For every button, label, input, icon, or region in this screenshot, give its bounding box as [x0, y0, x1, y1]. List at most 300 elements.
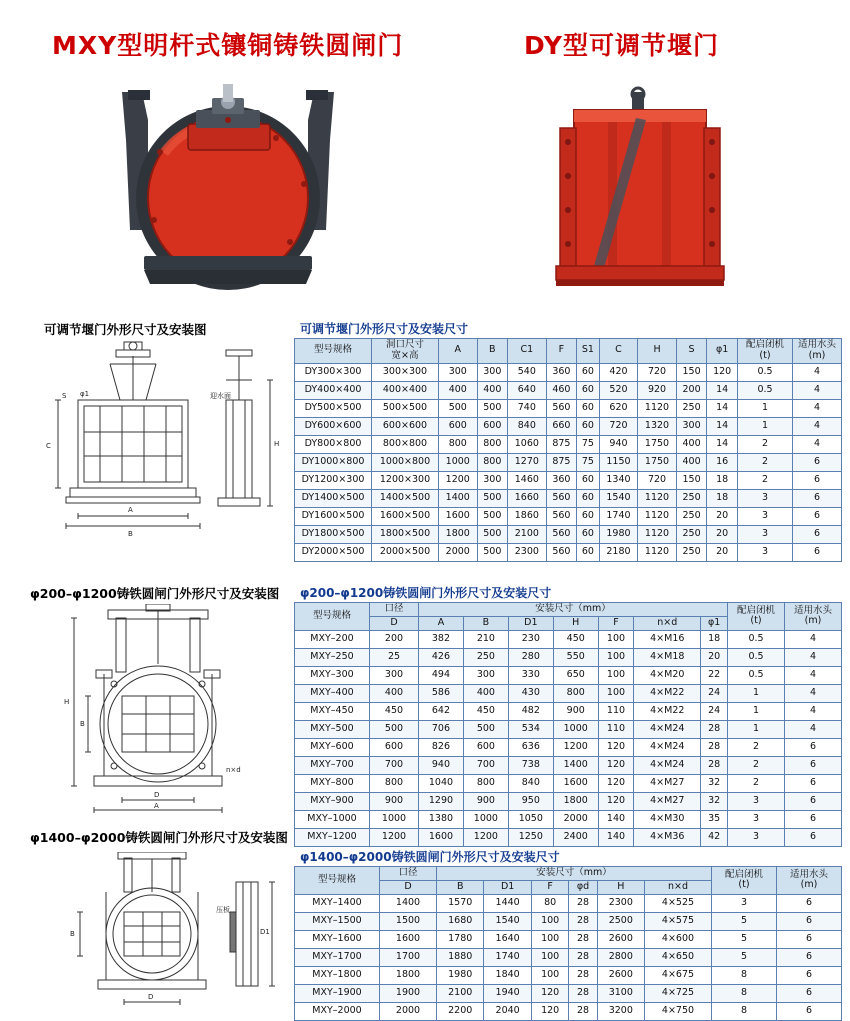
cell-value: 150 [676, 471, 707, 489]
cell-value: 1060 [508, 435, 547, 453]
cell-value: 2 [728, 756, 785, 774]
cell-value: 2 [728, 774, 785, 792]
cell-value: 560 [546, 543, 577, 561]
cell-value: 1040 [419, 774, 464, 792]
cell-value: 4×M27 [634, 774, 701, 792]
cell-value: 28 [569, 912, 597, 930]
cell-value: 80 [531, 894, 569, 912]
cell-value: 2000 [439, 543, 478, 561]
cell-value: 560 [546, 489, 577, 507]
cell-value: 1 [728, 684, 785, 702]
cell-value: 360 [546, 471, 577, 489]
cell-value: 120 [598, 756, 634, 774]
cell-value: 400 [370, 684, 419, 702]
cell-value: 6 [793, 507, 842, 525]
th-phi1: φ1 [701, 616, 728, 630]
cell-value: 14 [707, 381, 738, 399]
cell-value: 0.5 [728, 648, 785, 666]
table-mxy-large-header-row1 [295, 867, 842, 881]
cell-value: 2800 [597, 948, 644, 966]
cell-model: MXY–450 [295, 702, 370, 720]
svg-text:A: A [154, 802, 159, 810]
svg-text:D1: D1 [260, 928, 270, 936]
cell-value: 1600×500 [372, 507, 439, 525]
cell-value: 4×M36 [634, 828, 701, 846]
cell-value: 1320 [638, 417, 677, 435]
cell-value: 330 [508, 666, 553, 684]
cell-value: 2600 [597, 930, 644, 948]
table-row [295, 966, 842, 984]
th-f: F [546, 339, 577, 364]
cell-value: 300×300 [372, 363, 439, 381]
cell-value: 520 [599, 381, 638, 399]
cell-value: 18 [707, 489, 738, 507]
cell-value: 32 [701, 774, 728, 792]
table-mxy-small-header-row1 [295, 603, 842, 617]
cell-value: 382 [419, 630, 464, 648]
cell-value: 28 [569, 1002, 597, 1020]
cell-value: 460 [546, 381, 577, 399]
cell-value: 6 [793, 489, 842, 507]
cell-value: 2040 [484, 1002, 531, 1020]
svg-text:B: B [70, 930, 75, 938]
cell-value: 600 [477, 417, 508, 435]
cell-model: MXY–1800 [295, 966, 380, 984]
cell-value: 1800×500 [372, 525, 439, 543]
th-h: H [638, 339, 677, 364]
th-phid: φd [569, 880, 597, 894]
cell-model: DY500×500 [295, 399, 372, 417]
cell-value: 110 [598, 720, 634, 738]
th-drive-l2: (t) [750, 615, 762, 627]
cell-value: 280 [508, 648, 553, 666]
cell-value: 1150 [599, 453, 638, 471]
cell-model: MXY–1600 [295, 930, 380, 948]
cell-model: MXY–1900 [295, 984, 380, 1002]
cell-value: 900 [463, 792, 508, 810]
th-f: F [598, 616, 634, 630]
cell-value: 426 [419, 648, 464, 666]
cell-value: 875 [546, 435, 577, 453]
cell-value: 1700 [380, 948, 437, 966]
cell-value: 600 [439, 417, 478, 435]
th-bore-d: D [380, 880, 437, 894]
cell-value: 420 [599, 363, 638, 381]
cell-value: 1200×300 [372, 471, 439, 489]
product-photo-mxy-gate [100, 80, 350, 295]
cell-value: 1800 [439, 525, 478, 543]
cell-value: 0.5 [728, 630, 785, 648]
cell-value: 400 [676, 453, 707, 471]
cell-value: 1500 [380, 912, 437, 930]
th-b: B [437, 880, 484, 894]
cell-value: 6 [793, 453, 842, 471]
cell-value: 2 [738, 435, 793, 453]
th-a: A [419, 616, 464, 630]
cell-value: 500 [463, 720, 508, 738]
cell-value: 4 [793, 435, 842, 453]
cell-value: 1800 [553, 792, 598, 810]
cell-model: DY2000×500 [295, 543, 372, 561]
cell-value: 1400 [553, 756, 598, 774]
th-model: 型号规格 [295, 867, 380, 895]
cell-value: 2 [728, 738, 785, 756]
titles-row [0, 26, 850, 68]
svg-text:A: A [128, 506, 133, 514]
cell-value: 2000 [380, 1002, 437, 1020]
cell-value: 60 [577, 381, 600, 399]
cell-value: 800 [553, 684, 598, 702]
drawing-mxy-small-gate [50, 604, 280, 818]
cell-model: MXY–200 [295, 630, 370, 648]
cell-value: 2 [738, 453, 793, 471]
cell-value: 1 [728, 702, 785, 720]
svg-text:C: C [46, 442, 51, 450]
cell-value: 1200 [370, 828, 419, 846]
product-photo-dy-weir-gate [520, 80, 755, 295]
table-row [295, 984, 842, 1002]
th-s: S [676, 339, 707, 364]
cell-value: 4×M20 [634, 666, 701, 684]
cell-value: 642 [419, 702, 464, 720]
cell-value: 940 [599, 435, 638, 453]
cell-value: 4 [793, 381, 842, 399]
cell-value: 100 [598, 684, 634, 702]
drawing-mxy-large-gate [50, 852, 280, 1016]
cell-value: 4×675 [645, 966, 712, 984]
cell-value: 1000 [553, 720, 598, 738]
cell-value: 1440 [484, 894, 531, 912]
cell-value: 1200 [463, 828, 508, 846]
cell-value: 20 [707, 525, 738, 543]
cell-value: 1120 [638, 489, 677, 507]
cell-value: 550 [553, 648, 598, 666]
cell-value: 60 [577, 399, 600, 417]
cell-value: 100 [531, 930, 569, 948]
svg-text:B: B [80, 720, 85, 728]
cell-value: 1290 [419, 792, 464, 810]
table-row [295, 774, 842, 792]
cell-value: 4 [785, 684, 842, 702]
cell-model: DY400×400 [295, 381, 372, 399]
cell-value: 640 [508, 381, 547, 399]
cell-value: 3 [738, 543, 793, 561]
cell-value: 2600 [597, 966, 644, 984]
cell-value: 140 [598, 810, 634, 828]
table-row [295, 1002, 842, 1020]
table-row [295, 756, 842, 774]
cell-value: 300 [463, 666, 508, 684]
table-row [295, 720, 842, 738]
table-dy-head [295, 339, 842, 364]
cell-value: 100 [531, 966, 569, 984]
cell-value: 1 [728, 720, 785, 738]
cell-value: 1680 [437, 912, 484, 930]
cell-model: DY800×800 [295, 435, 372, 453]
table-row [295, 453, 842, 471]
cell-value: 1400 [439, 489, 478, 507]
cell-value: 400 [463, 684, 508, 702]
cell-value: 3200 [597, 1002, 644, 1020]
cell-value: 250 [676, 525, 707, 543]
th-model: 型号规格 [295, 339, 372, 364]
cell-value: 840 [508, 774, 553, 792]
th-head-l1: 适用水头 [797, 339, 836, 350]
cell-value: 4×M18 [634, 648, 701, 666]
cell-value: 230 [508, 630, 553, 648]
cell-value: 1200 [553, 738, 598, 756]
cell-value: 100 [598, 630, 634, 648]
th-drive-l2: (t) [759, 349, 771, 361]
cell-model: DY1600×500 [295, 507, 372, 525]
svg-text:H: H [64, 698, 70, 706]
cell-value: 5 [712, 948, 777, 966]
cell-value: 740 [508, 399, 547, 417]
table-row [295, 381, 842, 399]
table-dy-dimensions [294, 338, 842, 562]
cell-value: 700 [370, 756, 419, 774]
cell-value: 826 [419, 738, 464, 756]
cell-value: 60 [577, 471, 600, 489]
cell-value: 2180 [599, 543, 638, 561]
cell-value: 1980 [437, 966, 484, 984]
cell-value: 586 [419, 684, 464, 702]
cell-value: 1400×500 [372, 489, 439, 507]
cell-value: 4×M22 [634, 702, 701, 720]
cell-value: 2300 [597, 894, 644, 912]
cell-value: 14 [707, 399, 738, 417]
th-bore-d: D [370, 616, 419, 630]
cell-value: 28 [569, 966, 597, 984]
cell-value: 8 [712, 1002, 777, 1020]
th-drive-l1: 配启闭机 [745, 339, 784, 350]
cell-value: 6 [785, 738, 842, 756]
section-label-mxy-large-drawing: φ1400–φ2000铸铁圆闸门外形尺寸及安装图 [30, 830, 288, 845]
table-mxy-large-head [295, 867, 842, 895]
cell-value: 500 [477, 507, 508, 525]
cell-value: 300 [439, 363, 478, 381]
cell-value: 1000 [463, 810, 508, 828]
cell-value: 60 [577, 489, 600, 507]
cell-value: 120 [707, 363, 738, 381]
th-install-dims: 安装尺寸（mm） [419, 603, 728, 617]
cell-value: 4×525 [645, 894, 712, 912]
cell-value: 706 [419, 720, 464, 738]
svg-text:n×d: n×d [226, 766, 241, 774]
cell-value: 100 [531, 912, 569, 930]
cell-value: 1740 [599, 507, 638, 525]
cell-model: MXY–1400 [295, 894, 380, 912]
table-row [295, 666, 842, 684]
th-b: B [463, 616, 508, 630]
cell-value: 800×800 [372, 435, 439, 453]
cell-value: 24 [701, 684, 728, 702]
svg-text:S: S [62, 392, 67, 400]
cell-value: 650 [553, 666, 598, 684]
cell-value: 1000 [370, 810, 419, 828]
th-c1: C1 [508, 339, 547, 364]
th-f: F [531, 880, 569, 894]
th-h: H [597, 880, 644, 894]
cell-value: 800 [477, 453, 508, 471]
cell-value: 6 [785, 774, 842, 792]
cell-value: 3 [738, 525, 793, 543]
cell-model: DY600×600 [295, 417, 372, 435]
cell-value: 940 [419, 756, 464, 774]
cell-value: 500 [477, 543, 508, 561]
page-title-right: DY型可调节堰门 [524, 31, 720, 60]
table-mxy-large-body [295, 894, 842, 1020]
cell-value: 4 [785, 720, 842, 738]
table-row [295, 399, 842, 417]
cell-model: MXY–800 [295, 774, 370, 792]
cell-value: 2200 [437, 1002, 484, 1020]
cell-value: 1660 [508, 489, 547, 507]
page-title-left: MXY型明杆式镶铜铸铁圆闸门 [52, 31, 404, 60]
cell-value: 6 [777, 966, 842, 984]
th-head [785, 603, 842, 631]
cell-value: 840 [508, 417, 547, 435]
cell-value: 1860 [508, 507, 547, 525]
cell-value: 14 [707, 417, 738, 435]
cell-value: 250 [676, 489, 707, 507]
cell-value: 1600 [380, 930, 437, 948]
th-bore: 口径 [380, 867, 437, 881]
svg-text:D: D [148, 993, 154, 1001]
th-d1: D1 [484, 880, 531, 894]
cell-value: 6 [785, 756, 842, 774]
cell-value: 1380 [419, 810, 464, 828]
cell-value: 1 [738, 399, 793, 417]
cell-value: 4 [793, 363, 842, 381]
cell-value: 494 [419, 666, 464, 684]
cell-value: 1640 [484, 930, 531, 948]
cell-value: 2100 [508, 525, 547, 543]
cell-model: MXY–900 [295, 792, 370, 810]
cell-value: 4×M22 [634, 684, 701, 702]
cell-value: 250 [676, 507, 707, 525]
section-label-dy-drawing: 可调节堰门外形尺寸及安装图 [44, 322, 207, 337]
cell-value: 0.5 [728, 666, 785, 684]
cell-value: 4×600 [645, 930, 712, 948]
th-head [777, 867, 842, 895]
cell-value: 1200 [439, 471, 478, 489]
th-head-l2: (m) [800, 879, 818, 891]
cell-value: 1880 [437, 948, 484, 966]
cell-value: 110 [598, 702, 634, 720]
cell-model: MXY–500 [295, 720, 370, 738]
cell-value: 28 [701, 738, 728, 756]
cell-value: 720 [599, 417, 638, 435]
cell-value: 3 [728, 810, 785, 828]
cell-value: 8 [712, 966, 777, 984]
cell-value: 1740 [484, 948, 531, 966]
cell-value: 250 [676, 543, 707, 561]
cell-value: 28 [701, 756, 728, 774]
cell-value: 360 [546, 363, 577, 381]
table-dy-header-row [295, 339, 842, 364]
cell-value: 4×M27 [634, 792, 701, 810]
cell-value: 4×575 [645, 912, 712, 930]
cell-value: 60 [577, 525, 600, 543]
cell-value: 3 [728, 828, 785, 846]
cell-value: 28 [701, 720, 728, 738]
cell-value: 100 [531, 948, 569, 966]
cell-value: 6 [785, 828, 842, 846]
cell-value: 600 [463, 738, 508, 756]
th-hole-size-l1: 洞口尺寸 [385, 339, 424, 350]
table-dy-body [295, 363, 842, 561]
table-row [295, 630, 842, 648]
cell-value: 32 [701, 792, 728, 810]
cell-value: 4×725 [645, 984, 712, 1002]
cell-value: 1120 [638, 399, 677, 417]
cell-value: 700 [463, 756, 508, 774]
cell-value: 2400 [553, 828, 598, 846]
cell-value: 210 [463, 630, 508, 648]
th-drive-l1: 配启闭机 [736, 604, 775, 616]
table-row [295, 648, 842, 666]
cell-value: 4 [785, 648, 842, 666]
th-drive-l2: (t) [738, 879, 750, 891]
cell-value: 100 [598, 666, 634, 684]
cell-value: 500 [477, 525, 508, 543]
table-mxy-small-body [295, 630, 842, 846]
table-row [295, 471, 842, 489]
cell-value: 482 [508, 702, 553, 720]
th-head-l2: (m) [804, 615, 822, 627]
cell-value: 1980 [599, 525, 638, 543]
cell-value: 1600 [553, 774, 598, 792]
cell-value: 400×400 [372, 381, 439, 399]
cell-value: 560 [546, 525, 577, 543]
cell-value: 1340 [599, 471, 638, 489]
cell-value: 6 [777, 894, 842, 912]
cell-value: 0.5 [738, 363, 793, 381]
cell-value: 1840 [484, 966, 531, 984]
table-row [295, 525, 842, 543]
cell-value: 4×M30 [634, 810, 701, 828]
cell-value: 60 [577, 363, 600, 381]
cell-value: 200 [676, 381, 707, 399]
cell-value: 1750 [638, 435, 677, 453]
cell-value: 4×M24 [634, 738, 701, 756]
svg-text:D: D [154, 791, 160, 799]
cell-model: DY1800×500 [295, 525, 372, 543]
cell-value: 738 [508, 756, 553, 774]
cell-value: 900 [370, 792, 419, 810]
th-hole-size-l2: 宽×高 [391, 349, 419, 361]
table-row [295, 417, 842, 435]
cell-value: 430 [508, 684, 553, 702]
cell-value: 300 [477, 363, 508, 381]
cell-model: DY1000×800 [295, 453, 372, 471]
cell-value: 22 [701, 666, 728, 684]
cell-value: 150 [676, 363, 707, 381]
cell-value: 620 [599, 399, 638, 417]
cell-value: 75 [577, 453, 600, 471]
cell-value: 1900 [380, 984, 437, 1002]
th-d1: D1 [508, 616, 553, 630]
cell-value: 24 [701, 702, 728, 720]
cell-value: 800 [463, 774, 508, 792]
cell-model: MXY–400 [295, 684, 370, 702]
drawing-dy-weir-gate [40, 340, 280, 559]
cell-value: 1400 [380, 894, 437, 912]
cell-value: 0.5 [738, 381, 793, 399]
cell-value: 450 [463, 702, 508, 720]
cell-value: 200 [370, 630, 419, 648]
